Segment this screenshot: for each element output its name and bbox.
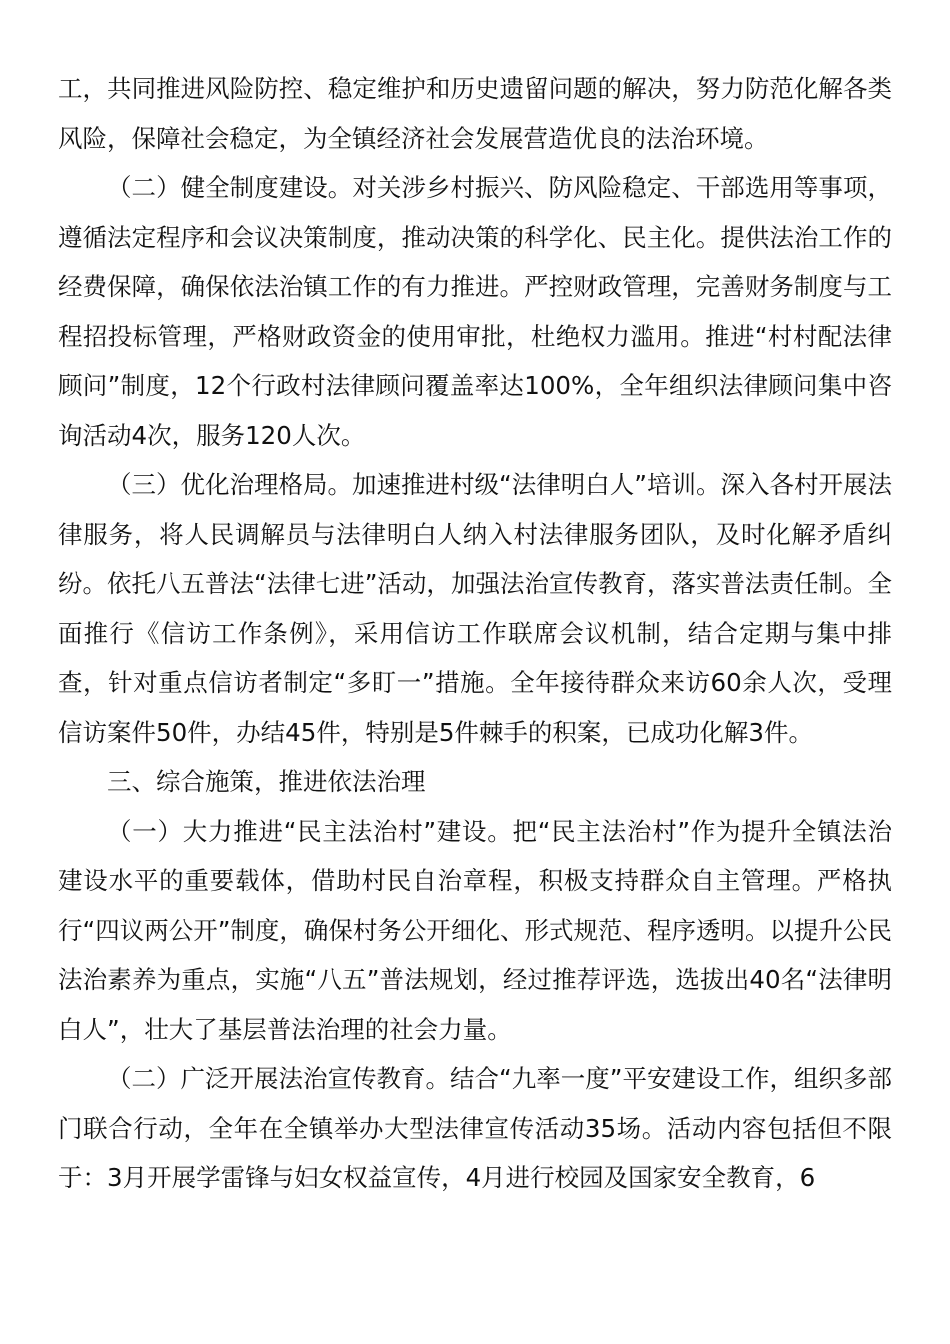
section-heading: 三、综合施策，推进依法治理 [107,767,426,796]
paragraph-legal-education: （二）广泛开展法治宣传教育。结合“九率一度”平安建设工作，组织多部门联合行动，全年在全镇举办大型法律宣传活动35场。活动内容包括但不限于：3月开展学雷锋与妇女权益宣传，4月进行校园及国家安全教育，6 [58,1064,892,1192]
document-page [58,64,892,1203]
paragraph-democratic-village: （一）大力推进“民主法治村”建设。把“民主法治村”作为提升全镇法治建设水平的重要载体，借助村民自治章程，积极支持群众自主管理。严格执行“四议两公开”制度，确保村务公开细化、形式规范、程序透明。以提升公民法治素养为重点，实施“八五”普法规划，经过推荐评选，选拔出40名“法律明白人”，壮大了基层普法治理的社会力量。 [58,816,892,1044]
paragraph-continuation: 工，共同推进风险防控、稳定维护和历史遗留问题的解决，努力防范化解各类风险，保障社会稳定，为全镇经济社会发展营造优良的法治环境。 [58,74,892,153]
paragraph-system-building: （二）健全制度建设。对关涉乡村振兴、防风险稳定、干部选用等事项，遵循法定程序和会议决策制度，推动决策的科学化、民主化。提供法治工作的经费保障，确保依法治镇工作的有力推进。严控财政管理，完善财务制度与工程招投标管理，严格财政资金的使用审批，杜绝权力滥用。推进“村村配法律顾问”制度，12个行政村法律顾问覆盖率达100%，全年组织法律顾问集中咨询活动4次，服务120人次。 [58,173,892,450]
paragraph-governance-pattern: （三）优化治理格局。加速推进村级“法律明白人”培训。深入各村开展法律服务，将人民调解员与法律明白人纳入村法律服务团队，及时化解矛盾纠纷。依托八五普法“法律七进”活动，加强法治宣传教育，落实普法责任制。全面推行《信访工作条例》，采用信访工作联席会议机制，结合定期与集中排查，针对重点信访者制定“多盯一”措施。全年接待群众来访60余人次，受理信访案件50件，办结45件，特别是5件棘手的积案，已成功化解3件。 [58,470,892,747]
